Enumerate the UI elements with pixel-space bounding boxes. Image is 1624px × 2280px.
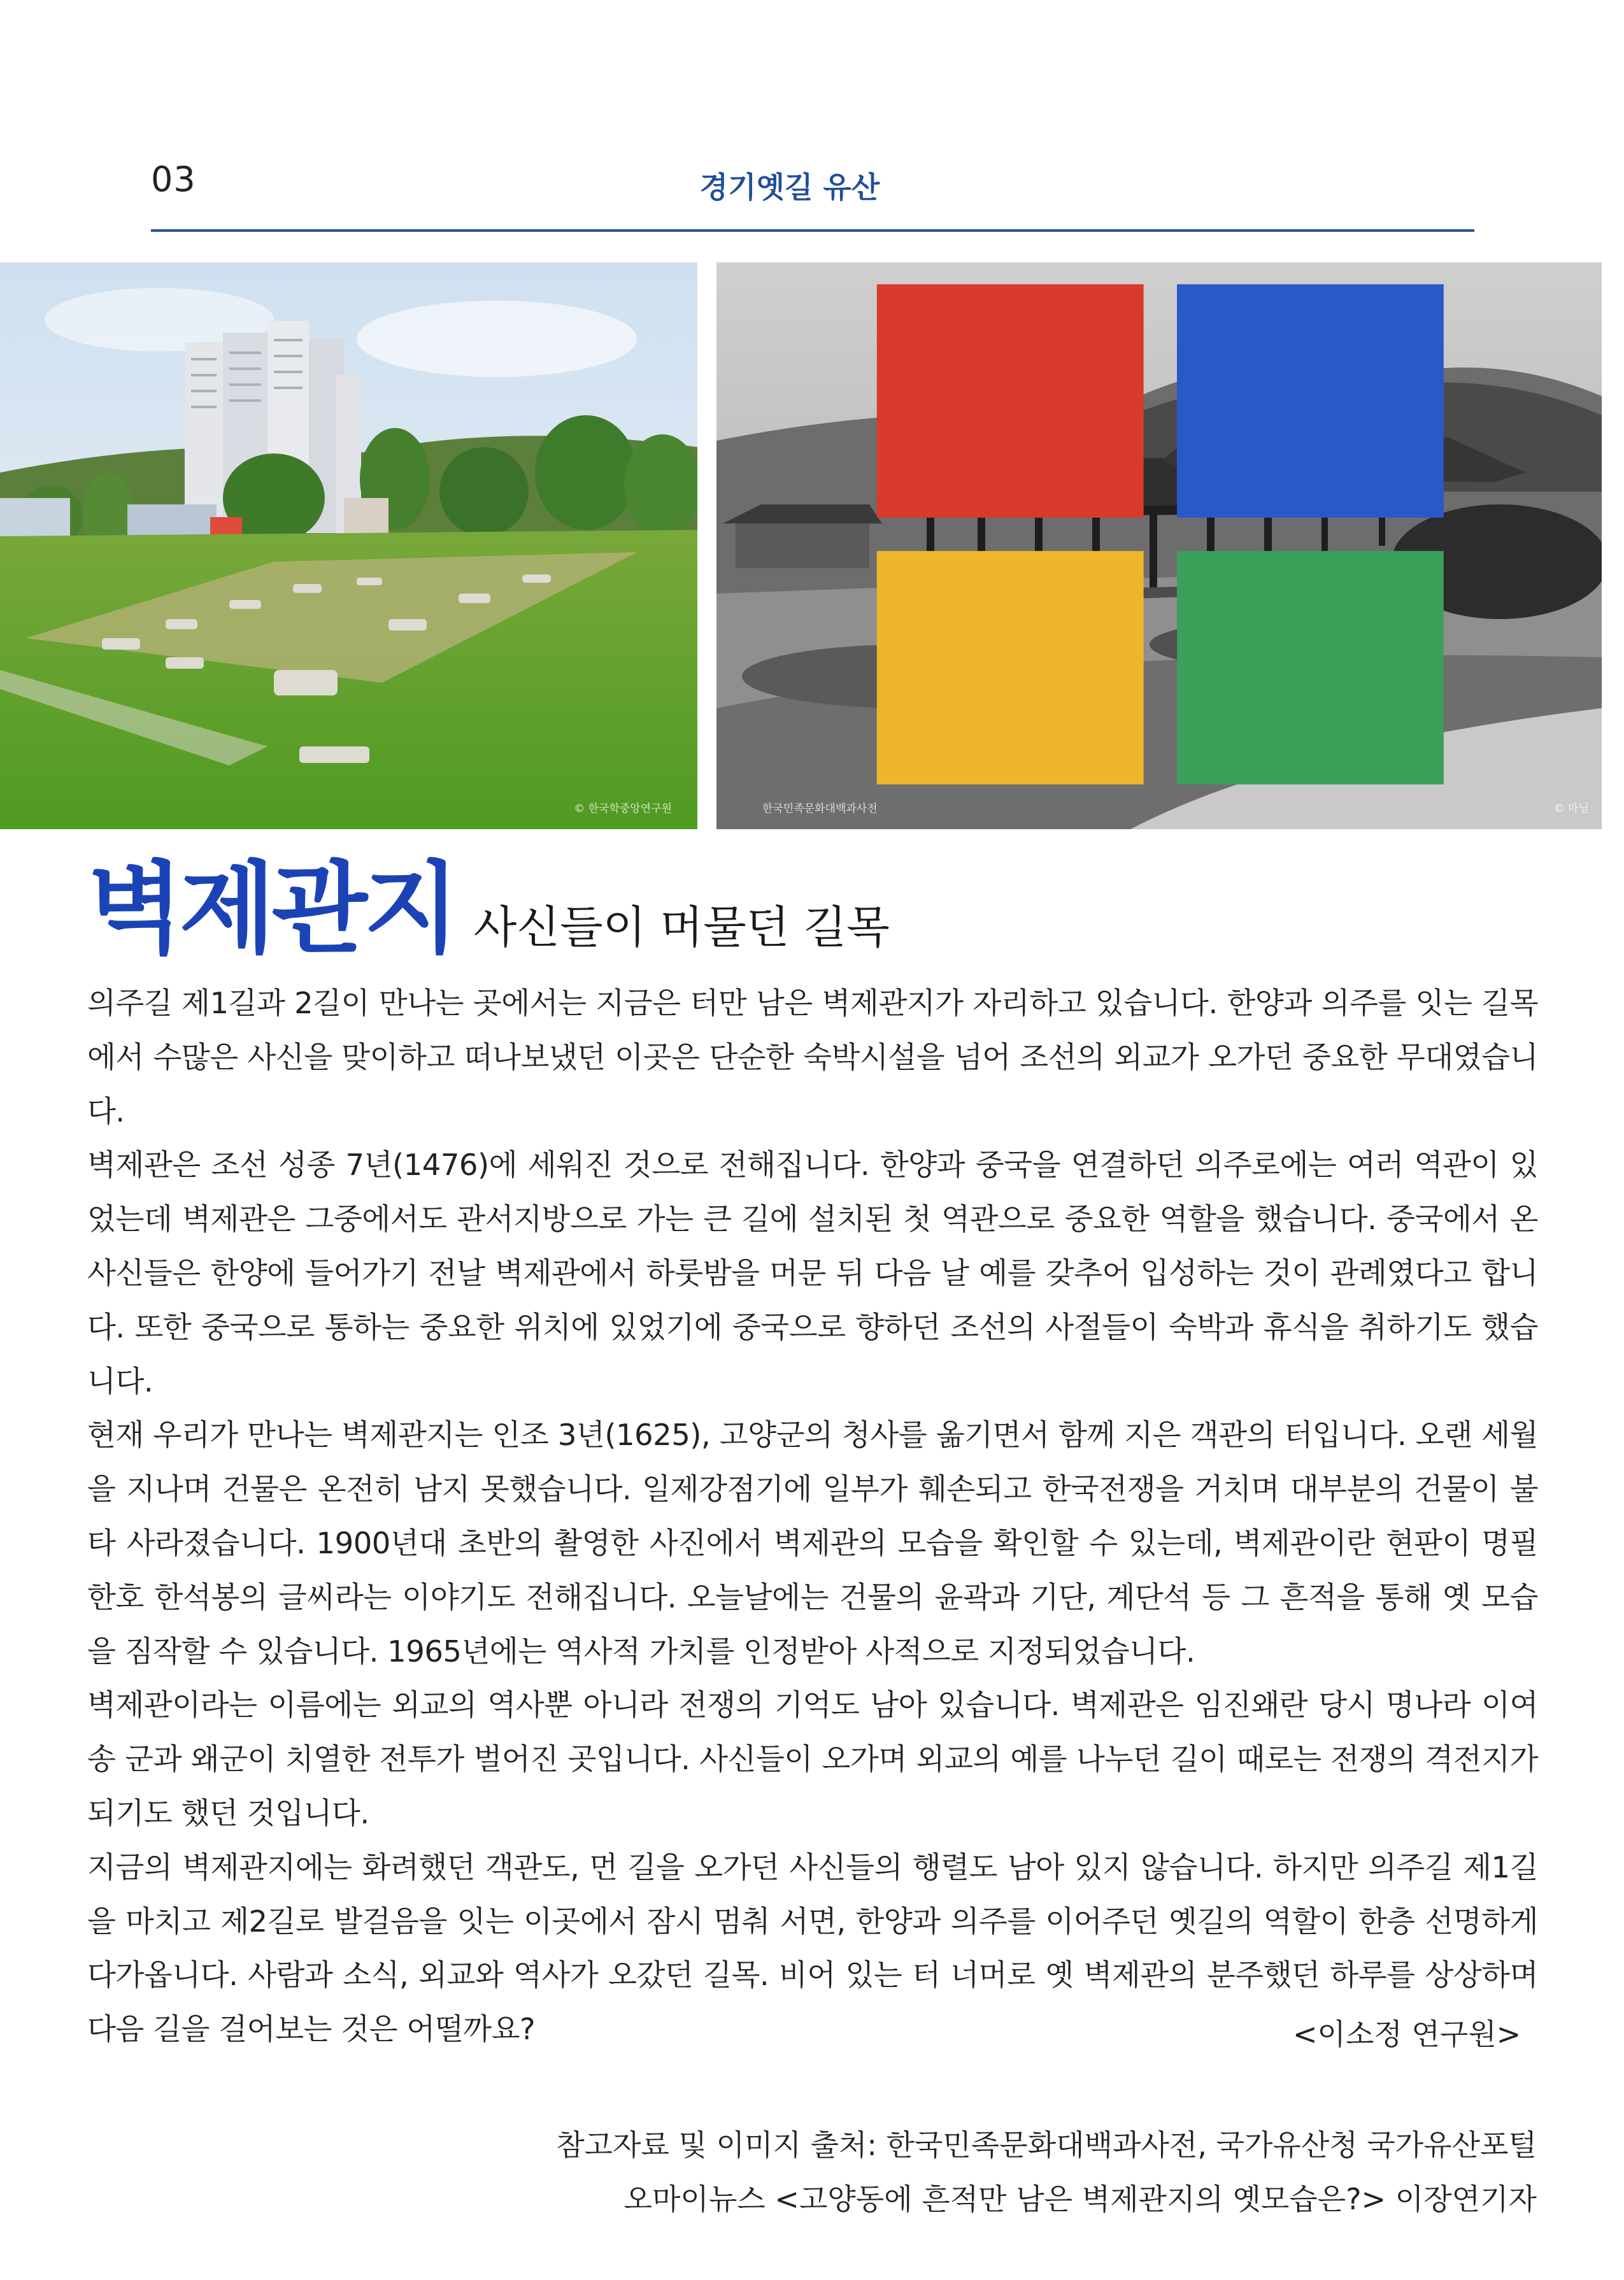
historical-photo (716, 262, 1602, 829)
article-body (87, 976, 1538, 2056)
section-title: 경기옛길 유산 (699, 170, 880, 204)
paragraph: 벽제관이라는 이름에는 외교의 역사뿐 아니라 전쟁의 기억도 남아 있습니다. 벽제관은 임진왜란 당시 명나라 이여송 군과 왜군이 치열한 전투가 벌어진 곳입니다. 사신들이 오가며 외교의 예를 나누던 길이 때로는 전쟁의 격전지가 되기도 했던 것입니다. (87, 1688, 1538, 1830)
paragraph: 현재 우리가 만나는 벽제관지는 인조 3년(1625), 고양군의 청사를 옮기면서 함께 지은 객관의 터입니다. 오랜 세월을 지나며 건물은 온전히 남지 못했습니다. 일제강점기에 일부가 훼손되고 한국전쟁을 거치며 대부분의 건물이 불타 사라졌습니다. 1900년대 초반의 촬영한 사진에서 벽제관의 모습을 확인할 수 있는데, 벽제관이란 현판이 명필 한호 한석봉의 글씨라는 이야기도 전해집니다. 오늘날에는 건물의 윤곽과 기단, 계단석 등 그 흔적을 통해 옛 모습을 짐작할 수 있습니다. 1965년에는 역사적 가치를 인정받아 사적으로 지정되었습니다. (87, 1418, 1538, 1669)
site-photo-present (0, 262, 697, 829)
photo-credit-right-corner: © 마님 (1553, 802, 1589, 815)
sources (556, 2118, 1537, 2227)
photo-credit-left: © 한국학중앙연구원 (574, 802, 672, 815)
page-number: 03 (151, 159, 196, 199)
paragraph: 의주길 제1길과 2길이 만나는 곳에서는 지금은 터만 남은 벽제관지가 자리하고 있습니다. 한양과 의주를 잇는 길목에서 수많은 사신을 맞이하고 떠나보냈던 이곳은 단순한 숙박시설을 넘어 조선의 외교가 오가던 중요한 무대였습니다. (87, 986, 1538, 1129)
source-line: 오마이뉴스 <고양동에 흔적만 남은 벽제관지의 옛모습은?> 이장연기자 (623, 2182, 1537, 2216)
headline (87, 850, 890, 967)
photo-credit-right: 한국민족문화대백과사전 (762, 802, 878, 815)
encyclopedia-logo-icon (734, 262, 1602, 818)
paragraph: 지금의 벽제관지에는 화려했던 객관도, 먼 길을 오가던 사신들의 행렬도 남아 있지 않습니다. 하지만 의주길 제1길을 마치고 제2길로 발걸음을 잇는 이곳에서 잠시 멈춰 서면, 한양과 의주를 이어주던 옛길의 역할이 한층 선명하게 다가옵니다. 사람과 소식, 외교와 역사가 오갔던 길목. 비어 있는 터 너머로 옛 벽제관의 분주했던 하루를 상상하며 다음 길을 걸어보는 것은 어떨까요? (87, 1849, 1538, 2047)
header-divider (151, 229, 1474, 232)
paragraph: 벽제관은 조선 성종 7년(1476)에 세워진 것으로 전해집니다. 한양과 중국을 연결하던 의주로에는 여러 역관이 있었는데 벽제관은 그중에서도 관서지방으로 가는 큰 길에 설치된 첫 역관으로 중요한 역할을 했습니다. 중국에서 온 사신들은 한양에 들어가기 전날 벽제관에서 하룻밤을 머문 뒤 다음 날 예를 갖추어 입성하는 것이 관례였다고 합니다. 또한 중국으로 통하는 중요한 위치에 있었기에 중국으로 향하던 조선의 사절들이 숙박과 휴식을 취하기도 했습니다. (87, 1148, 1538, 1399)
headline-title: 벽제관지 (87, 851, 456, 967)
author-credit: <이소정 연구원> (1293, 2017, 1521, 2051)
source-line: 참고자료 및 이미지 출처: 한국민족문화대백과사전, 국가유산청 국가유산포털 (556, 2128, 1537, 2162)
headline-subtitle: 사신들이 머물던 길목 (473, 901, 890, 953)
